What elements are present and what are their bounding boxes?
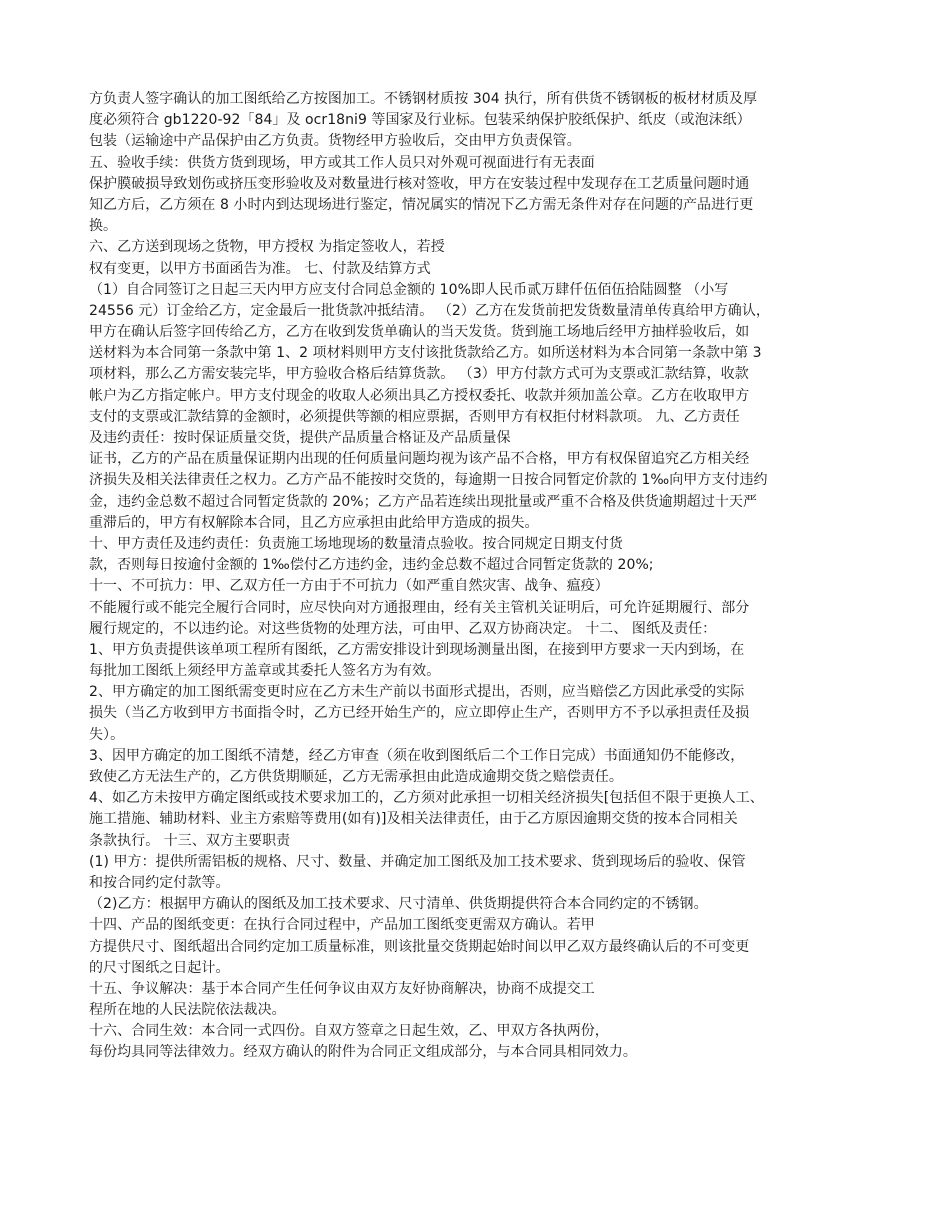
text-line: 和按合同约定付款等。 <box>89 874 230 891</box>
text-line: 损失（当乙方收到甲方书面指令时，乙方已经开始生产的，应立即停止生产，否则甲方不予以承担责任及损 <box>89 705 750 722</box>
text-line: 24556 元）订金给乙方，定金最后一批货款冲抵结清。 （2）乙方在发货前把发货数量清单传真给甲方确认， <box>89 302 770 319</box>
contract-text-body <box>89 89 879 1064</box>
text-line: (1) 甲方：提供所需铝板的规格、尺寸、数量、并确定加工图纸及加工技术要求、货到现场后的验收、保管 <box>89 853 746 870</box>
text-line: 履行规定的，不以违约论。对这些货物的处理方法，可由甲、乙双方协商决定。 十二、 图纸及责任： <box>89 620 717 637</box>
text-line: （2)乙方：根据甲方确认的图纸及加工技术要求、尺寸清单、供货期提供符合本合同约定的不锈钢。 <box>89 896 708 913</box>
text-line: 每批加工图纸上须经甲方盖章或其委托人签名方为有效。 <box>89 663 441 680</box>
text-line: 度必须符合 gb1220-92「84」及 ocr18ni9 等国家及行业标。包装采纳保护胶纸保护、纸皮（或泡沫纸） <box>89 112 751 129</box>
text-line: 方负责人签字确认的加工图纸给乙方按图加工。不锈钢材质按 304 执行，所有供货不锈钢板的板材材质及厚 <box>89 91 758 107</box>
text-line: 六、乙方送到现场之货物，甲方授权 为指定签收人，若授 <box>89 239 445 256</box>
text-line: 权有变更，以甲方书面函告为准。 七、付款及结算方式 <box>89 260 431 277</box>
text-line: 十六、合同生效：本合同一式四份。自双方签章之日起生效，乙、甲双方各执两份， <box>89 1023 609 1040</box>
text-line: 重滞后的，甲方有权解除本合同，且乙方应承担由此给甲方造成的损失。 <box>89 514 539 531</box>
text-line: 款，否则每日按逾付金额的 1‰偿付乙方违约金，违约金总数不超过合同暂定货款的 20%; <box>89 557 654 574</box>
text-line: 的尺寸图纸之日起计。 <box>89 959 230 976</box>
text-line: 保护膜破损导致划伤或挤压变形验收及对数量进行核对签收，甲方在安装过程中发现存在工艺质量问题时通 <box>89 175 750 192</box>
text-line: 2、甲方确定的加工图纸需变更时应在乙方未生产前以书面形式提出，否则，应当赔偿乙方因此承受的实际 <box>89 684 745 701</box>
text-line: 十四、产品的图纸变更：在执行合同过程中，产品加工图纸变更需双方确认。若甲 <box>89 917 595 934</box>
text-line: 不能履行或不能完全履行合同时，应尽快向对方通报理由，经有关主管机关证明后，可允许延期履行、部分 <box>89 599 750 616</box>
text-line: 4、如乙方未按甲方确定图纸或技术要求加工的，乙方须对此承担一切相关经济损失[包括但不限于更换人工、 <box>89 790 764 807</box>
text-line: 包装（运输途中产品保护由乙方负责。货物经甲方验收后，交由甲方负责保管。 <box>89 133 581 150</box>
text-line: 施工措施、辅助材料、业主方索赔等费用(如有)]及相关法律责任，由于乙方原因逾期交货的按本合同相关 <box>89 811 738 828</box>
text-line: 送材料为本合同第一条款中第 1、2 项材料则甲方支付该批货款给乙方。如所送材料为本合同第一条款中第 3 <box>89 345 762 362</box>
text-line: 五、验收手续：供货方货到现场，甲方或其工作人员只对外观可视面进行有无表面 <box>89 154 595 171</box>
text-line: 程所在地的人民法院依法裁决。 <box>89 1002 286 1019</box>
text-line: 3、因甲方确定的加工图纸不清楚，经乙方审查（须在收到图纸后二个工作日完成）书面通知仍不能修改， <box>89 747 745 764</box>
text-line: 金，违约金总数不超过合同暂定货款的 20%；乙方产品若连续出现批量或严重不合格及供货逾期超过十天严 <box>89 493 758 510</box>
text-line: 十一、不可抗力：甲、乙双方任一方由于不可抗力（如严重自然灾害、战争、瘟疫） <box>89 578 609 595</box>
text-line: 换。 <box>89 218 118 235</box>
text-line: 济损失及相关法律责任之权力。乙方产品不能按时交货的，每逾期一日按合同暂定价款的 1‰向甲方支付违约 <box>89 472 768 489</box>
text-line: 帐户为乙方指定帐户。甲方支付现金的收取人必须出具乙方授权委托、收款并须加盖公章。乙方在收取甲方 <box>89 387 750 404</box>
text-line: 证书，乙方的产品在质量保证期内出现的任何质量问题均视为该产品不合格，甲方有权保留追究乙方相关经 <box>89 451 750 468</box>
text-line: 项材料，那么乙方需安装完毕，甲方验收合格后结算货款。 （3）甲方付款方式可为支票或汇款结算，收款 <box>89 366 749 383</box>
text-line: 甲方在确认后签字回传给乙方，乙方在收到发货单确认的当天发货。货到施工场地后经甲方抽样验收后，如 <box>89 324 750 341</box>
text-line: 支付的支票或汇款结算的金额时，必须提供等额的相应票据，否则甲方有权拒付材料款项。 九、乙方责任 <box>89 408 740 425</box>
text-line: 十五、争议解决：基于本合同产生任何争议由双方友好协商解决，协商不成提交工 <box>89 980 595 997</box>
text-line: 失）。 <box>89 726 125 743</box>
text-line: 致使乙方无法生产的，乙方供货期顺延，乙方无需承担由此造成逾期交货之赔偿责任。 <box>89 769 623 785</box>
text-line: 1、甲方负责提供该单项工程所有图纸，乙方需安排设计到现场测量出图，在接到甲方要求一天内到场，在 <box>89 641 745 658</box>
text-line: 方提供尺寸、图纸超出合同约定加工质量标准，则该批量交货期起始时间以甲乙双方最终确认后的不可变更 <box>89 938 750 955</box>
text-line: 每份均具同等法律效力。经双方确认的附件为合同正文组成部分，与本合同具相同效力。 <box>89 1044 637 1061</box>
text-line: 十、甲方责任及违约责任：负责施工场地现场的数量清点验收。按合同规定日期支付货 <box>89 535 623 552</box>
text-line: 及违约责任：按时保证质量交货，提供产品质量合格证及产品质量保 <box>89 430 511 446</box>
text-line: 知乙方后，乙方须在 8 小时内到达现场进行鉴定，情况属实的情况下乙方需无条件对存在问题的产品进行更 <box>89 196 754 213</box>
text-line: 条款执行。 十三、双方主要职责 <box>89 832 291 849</box>
text-line: （1）自合同签订之日起三天内甲方应支付合同总金额的 10%即人民币贰万肆仟伍佰伍拾陆圆整 （小写 <box>89 281 729 298</box>
